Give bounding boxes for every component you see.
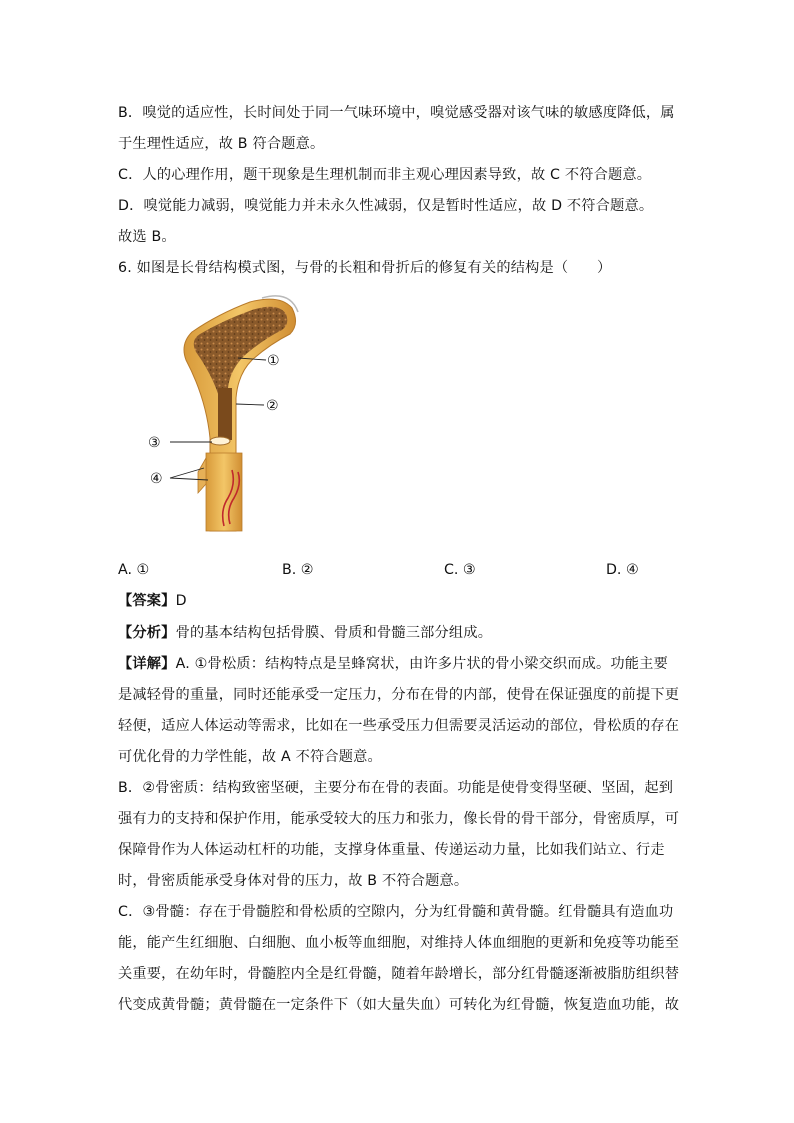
answer-value: D (175, 593, 187, 609)
label-2: ② (266, 398, 279, 414)
label-3: ③ (148, 435, 161, 451)
label-1: ① (267, 353, 280, 369)
analysis-line (118, 623, 492, 643)
text-line: C．人的心理作用，题干现象是生理机制而非主观心理因素导致，故 C 不符合题意。 (118, 167, 652, 183)
text-line: 于生理性适应，故 B 符合题意。 (118, 136, 325, 152)
analysis-text: 骨的基本结构包括骨膜、骨质和骨髓三部分组成。 (175, 625, 493, 641)
marrow-opening (210, 437, 230, 445)
option-b: B. ② (282, 562, 314, 578)
detail-text-line: 可优化骨的力学性能，故 A 不符合题意。 (118, 749, 382, 765)
text-line: D．嗅觉能力减弱，嗅觉能力并未永久性减弱，仅是暂时性适应，故 D 不符合题意。 (118, 198, 654, 214)
answer-line (118, 591, 187, 611)
periosteum-flap (198, 458, 206, 493)
detail-text-line: 强有力的支持和保护作用，能承受较大的压力和张力，像长骨的骨干部分，骨密质厚，可 (118, 811, 680, 827)
analysis-tag: 【分析】 (118, 625, 176, 641)
detail-text-line: 关重要，在幼年时，骨髓腔内全是红骨髓，随着年龄增长，部分红骨髓逐渐被脂肪组织替 (118, 966, 680, 982)
option-a: A. ① (118, 562, 150, 578)
detail-text-line: 能，能产生红细胞、白细胞、血小板等血细胞，对维持人体血细胞的更新和免疫等功能至 (118, 935, 680, 951)
detail-tag: 【详解】 (118, 656, 176, 672)
detail-text-line: B．②骨密质：结构致密坚硬，主要分布在骨的表面。功能是使骨变得坚硬、坚固，起到 (118, 780, 674, 796)
detail-line (118, 654, 668, 674)
detail-text-line: 保障骨作为人体运动杠杆的功能，支撑身体重量、传递运动力量，比如我们站立、行走 (118, 842, 665, 858)
answer-tag: 【答案】 (118, 593, 176, 609)
text-line: B．嗅觉的适应性，长时间处于同一气味环境中，嗅觉感受器对该气味的敏感度降低，属 (118, 105, 675, 121)
text-line: 故选 B。 (118, 229, 176, 245)
detail-text-line: 是减轻骨的重量，同时还能承受一定压力，分布在骨的内部，使骨在保证强度的前提下更 (118, 687, 680, 703)
option-d: D. ④ (606, 562, 639, 578)
detail-text-line: C．③骨髓：存在于骨髓腔和骨松质的空隙内，分为红骨髓和黄骨髓。红骨髓具有造血功 (118, 904, 674, 920)
detail-text-line: 轻便，适应人体运动等需求，比如在一些承受压力但需要灵活运动的部位，骨松质的存在 (118, 718, 680, 734)
question-6-stem: 6. 如图是长骨结构模式图，与骨的长粗和骨折后的修复有关的结构是（ ） (118, 260, 612, 276)
detail-first: A. ①骨松质：结构特点是呈蜂窝状，由许多片状的骨小梁交织而成。功能主要 (175, 656, 668, 672)
detail-text-line: 时，骨密质能承受身体对骨的压力，故 B 不符合题意。 (118, 873, 469, 889)
long-bone-diagram (140, 288, 310, 534)
label-4: ④ (150, 471, 163, 487)
medullary-cavity (218, 388, 232, 440)
option-c: C. ③ (444, 562, 476, 578)
detail-text-line: 代变成黄骨髓；黄骨髓在一定条件下（如大量失血）可转化为红骨髓，恢复造血功能，故 (118, 997, 680, 1013)
